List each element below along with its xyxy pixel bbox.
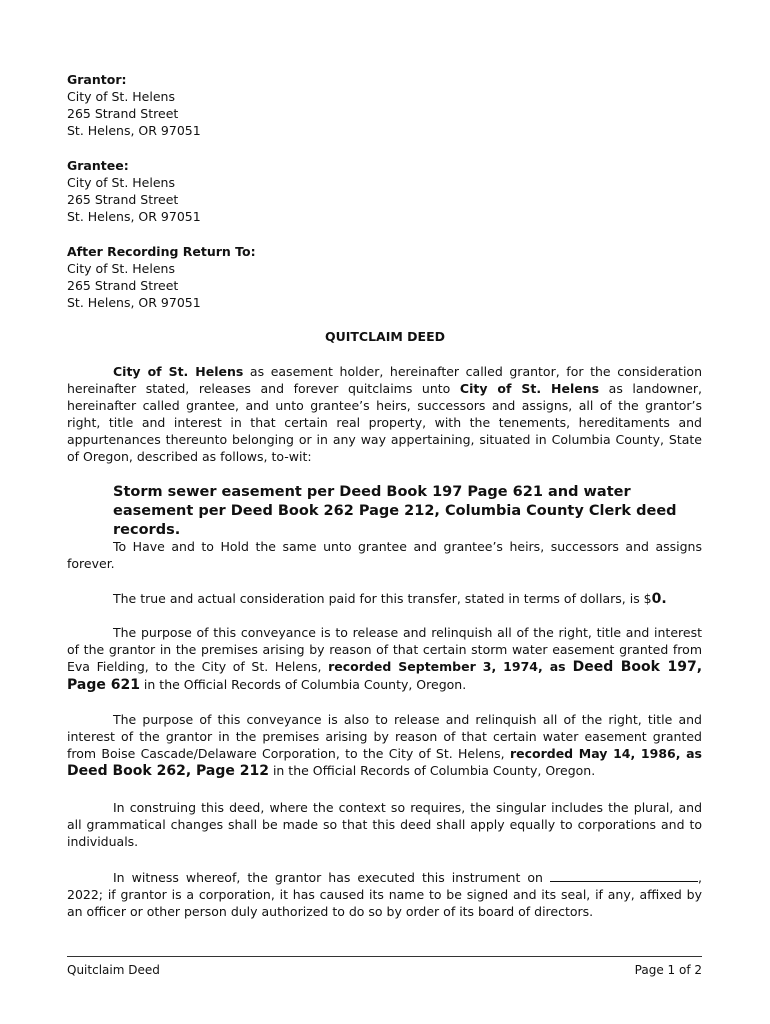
- property-description: Storm sewer easement per Deed Book 197 Page 621 and water easement per Deed Book 262 Page 212, Columbia County Clerk deed records.: [113, 484, 677, 538]
- witness-text: , 2022; if grantor is a corporation, it has caused its name to be signed and its seal, if any, affixed by an officer or other person duly authorized to do so by order of its board of directors.: [67, 870, 702, 919]
- grantor-line: City of St. Helens: [67, 89, 175, 104]
- construction-paragraph: In construing this deed, where the context so requires, the singular includes the plural, and all grammatical changes shall be made so that this deed shall apply equally to corporations and to individuals.: [67, 800, 702, 849]
- consideration-amount: 0.: [651, 591, 667, 607]
- conveyance-text: as easement holder, hereinafter called grantor, for the consideration hereinafter stated, releases and forever quitclaims unto: [67, 364, 702, 396]
- purpose-paragraph-2: [67, 711, 702, 780]
- return-to-block: [67, 243, 702, 311]
- grantee-block: [67, 157, 702, 225]
- return-to-line: City of St. Helens: [67, 261, 175, 276]
- grantor-block: [67, 71, 702, 139]
- grantor-line: St. Helens, OR 97051: [67, 123, 201, 138]
- return-to-line: 265 Strand Street: [67, 278, 179, 293]
- grantee-line: 265 Strand Street: [67, 192, 179, 207]
- footer-page-number: Page 1 of 2: [634, 963, 702, 977]
- footer-document-name: Quitclaim Deed: [67, 963, 160, 977]
- purpose-text: The purpose of this conveyance is to release and relinquish all of the right, title and interest of the grantor in the premises arising by reason of that certain storm water easement granted from Eva Fielding, to the City of St. Helens,: [67, 625, 702, 674]
- deed-book-reference: Deed Book 197, Page 621: [67, 659, 703, 693]
- recording-date: recorded May 14, 1986, as: [509, 746, 703, 761]
- consideration-text: The true and actual consideration paid for this transfer, stated in terms of dollars, is $: [113, 591, 652, 606]
- grantor-line: 265 Strand Street: [67, 106, 179, 121]
- return-to-heading: After Recording Return To:: [67, 244, 256, 259]
- conveyance-paragraph: [67, 363, 702, 465]
- grantee-line: St. Helens, OR 97051: [67, 209, 201, 224]
- grantor-name: City of St. Helens: [113, 364, 244, 379]
- purpose-text: The purpose of this conveyance is also to release and relinquish all of the right, title and interest of the grantor in the premises arising by reason of that certain water easement granted from Boise Cascade/Delaware Corporation, to the City of St. Helens,: [67, 712, 702, 761]
- grantor-heading: Grantor:: [67, 72, 127, 87]
- habendum-paragraph: To Have and to Hold the same unto grantee and grantee’s heirs, successors and assigns forever.: [67, 539, 702, 571]
- witness-paragraph: [67, 869, 702, 920]
- date-blank-line: [550, 869, 698, 882]
- grantee-heading: Grantee:: [67, 158, 129, 173]
- purpose-text: in the Official Records of Columbia County, Oregon.: [139, 677, 467, 692]
- consideration-paragraph: [67, 590, 702, 608]
- document-title: QUITCLAIM DEED: [324, 329, 446, 344]
- grantee-name: City of St. Helens: [459, 381, 600, 396]
- return-to-line: St. Helens, OR 97051: [67, 295, 201, 310]
- deed-book-reference: Deed Book 262, Page 212: [67, 763, 269, 779]
- recording-date: recorded September 3, 1974, as: [328, 659, 573, 674]
- footer-divider: [67, 956, 702, 957]
- grantee-line: City of St. Helens: [67, 175, 175, 190]
- purpose-text: in the Official Records of Columbia County, Oregon.: [268, 763, 596, 778]
- witness-text: In witness whereof, the grantor has executed this instrument on: [113, 870, 551, 885]
- conveyance-text: as landowner, hereinafter called grantee, and unto grantee’s heirs, successors and assigns, all of the grantor’s right, title and interest in that certain real property, with the tenements, hereditaments and appurtenances thereunto belonging or in any way appertaining, situated in Columbia County, State of Oregon, described as follows, to-wit:: [67, 381, 702, 464]
- purpose-paragraph-1: [67, 624, 702, 694]
